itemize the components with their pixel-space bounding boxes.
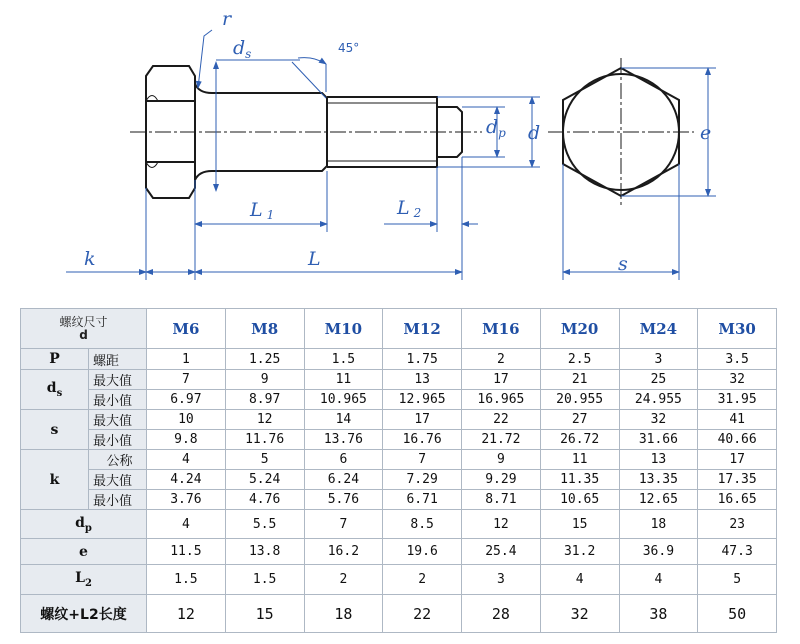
table-cell: 4 bbox=[619, 565, 698, 595]
bolt-drawing bbox=[0, 0, 800, 290]
table-cell: 4 bbox=[147, 450, 226, 470]
table-header-row bbox=[21, 309, 777, 349]
dimension-lines bbox=[66, 30, 716, 280]
table-cell: 1.25 bbox=[225, 349, 304, 370]
label-e: e bbox=[700, 122, 712, 144]
table-cell: 12 bbox=[147, 595, 226, 633]
table-cell: 9 bbox=[462, 450, 541, 470]
param-sub-label: 螺距 bbox=[89, 349, 147, 370]
table-cell: 1 bbox=[147, 349, 226, 370]
table-cell: 16.2 bbox=[304, 539, 383, 565]
size-header: M24 bbox=[619, 309, 698, 349]
table-row bbox=[21, 565, 777, 595]
table-cell: 6.97 bbox=[147, 390, 226, 410]
table-cell: 8.5 bbox=[383, 510, 462, 539]
table-row bbox=[21, 490, 777, 510]
table-cell: 12.965 bbox=[383, 390, 462, 410]
label-angle: 45° bbox=[338, 41, 360, 55]
table-row bbox=[21, 430, 777, 450]
table-cell: 32 bbox=[619, 410, 698, 430]
table-cell: 4 bbox=[147, 510, 226, 539]
label-L2: L 2 bbox=[397, 197, 422, 220]
table-cell: 8.71 bbox=[462, 490, 541, 510]
table-cell: 31.95 bbox=[698, 390, 777, 410]
table-cell: 32 bbox=[540, 595, 619, 633]
table-cell: 9 bbox=[225, 370, 304, 390]
table-cell: 13 bbox=[619, 450, 698, 470]
table-cell: 11.5 bbox=[147, 539, 226, 565]
label-d: d bbox=[528, 122, 541, 144]
table-cell: 7 bbox=[304, 510, 383, 539]
param-name: k bbox=[21, 450, 89, 510]
table-cell: 12 bbox=[225, 410, 304, 430]
table-cell: 3 bbox=[462, 565, 541, 595]
param-sub-label: 最小值 bbox=[89, 430, 147, 450]
table-cell: 24.955 bbox=[619, 390, 698, 410]
table-cell: 32 bbox=[698, 370, 777, 390]
table-cell: 7 bbox=[383, 450, 462, 470]
table-cell: 10.65 bbox=[540, 490, 619, 510]
table-cell: 11 bbox=[304, 370, 383, 390]
table-row bbox=[21, 510, 777, 539]
param-name: $L_2$ bbox=[21, 565, 147, 595]
table-cell: 9.8 bbox=[147, 430, 226, 450]
table-cell: 26.72 bbox=[540, 430, 619, 450]
table-cell: 16.965 bbox=[462, 390, 541, 410]
table-cell: 3.5 bbox=[698, 349, 777, 370]
table-cell: 36.9 bbox=[619, 539, 698, 565]
table-cell: 3 bbox=[619, 349, 698, 370]
table-cell: 17 bbox=[698, 450, 777, 470]
table-cell: 6.71 bbox=[383, 490, 462, 510]
table-cell: 4.76 bbox=[225, 490, 304, 510]
size-header: M8 bbox=[225, 309, 304, 349]
table-cell: 5.24 bbox=[225, 470, 304, 490]
table-cell: 21.72 bbox=[462, 430, 541, 450]
label-ds: $d_s$ bbox=[233, 37, 252, 61]
table-cell: 22 bbox=[462, 410, 541, 430]
size-header: M12 bbox=[383, 309, 462, 349]
table-cell: 4.24 bbox=[147, 470, 226, 490]
table-cell: 22 bbox=[383, 595, 462, 633]
table-row bbox=[21, 349, 777, 370]
table-row bbox=[21, 595, 777, 633]
table-row bbox=[21, 470, 777, 490]
r-leader bbox=[198, 30, 212, 88]
param-sub-label: 最大值 bbox=[89, 470, 147, 490]
table-cell: 13 bbox=[383, 370, 462, 390]
table-cell: 21 bbox=[540, 370, 619, 390]
size-header: M10 bbox=[304, 309, 383, 349]
param-name: s bbox=[21, 410, 89, 450]
table-cell: 10 bbox=[147, 410, 226, 430]
table-cell: 47.3 bbox=[698, 539, 777, 565]
table-cell: 4 bbox=[540, 565, 619, 595]
label-dp: $d_p$ bbox=[486, 116, 506, 140]
param-name: e bbox=[21, 539, 147, 565]
table-cell: 5 bbox=[225, 450, 304, 470]
table-cell: 11 bbox=[540, 450, 619, 470]
table-row bbox=[21, 450, 777, 470]
table-cell: 9.29 bbox=[462, 470, 541, 490]
table-row bbox=[21, 410, 777, 430]
table-cell: 27 bbox=[540, 410, 619, 430]
table-cell: 1.5 bbox=[147, 565, 226, 595]
table-cell: 6.24 bbox=[304, 470, 383, 490]
label-L1: L 1 bbox=[250, 199, 275, 222]
table-cell: 5.76 bbox=[304, 490, 383, 510]
param-name: 螺纹+L2长度 bbox=[21, 595, 147, 633]
table-cell: 2.5 bbox=[540, 349, 619, 370]
table-cell: 25.4 bbox=[462, 539, 541, 565]
table-cell: 38 bbox=[619, 595, 698, 633]
table-cell: 12 bbox=[462, 510, 541, 539]
angle-arc bbox=[298, 58, 326, 64]
table-cell: 17 bbox=[462, 370, 541, 390]
table-cell: 23 bbox=[698, 510, 777, 539]
table-cell: 28 bbox=[462, 595, 541, 633]
table-cell: 31.2 bbox=[540, 539, 619, 565]
table-cell: 19.6 bbox=[383, 539, 462, 565]
table-cell: 5.5 bbox=[225, 510, 304, 539]
table-cell: 41 bbox=[698, 410, 777, 430]
header-corner bbox=[21, 309, 147, 349]
spec-table bbox=[20, 308, 777, 633]
table-cell: 1.5 bbox=[304, 349, 383, 370]
param-sub-label: 最大值 bbox=[89, 370, 147, 390]
table-cell: 1.75 bbox=[383, 349, 462, 370]
param-sub-label: 最小值 bbox=[89, 490, 147, 510]
table-cell: 17.35 bbox=[698, 470, 777, 490]
header-sub-label: d bbox=[79, 327, 88, 342]
header-label: 螺纹尺寸 bbox=[59, 314, 108, 329]
label-r: r bbox=[222, 8, 232, 30]
param-sub-label: 公称 bbox=[89, 450, 147, 470]
param-name: $d_s$ bbox=[21, 370, 89, 410]
label-L: L bbox=[308, 248, 321, 270]
table-cell: 2 bbox=[383, 565, 462, 595]
table-cell: 16.65 bbox=[698, 490, 777, 510]
table-cell: 13.76 bbox=[304, 430, 383, 450]
param-sub-label: 最小值 bbox=[89, 390, 147, 410]
label-s: s bbox=[618, 253, 628, 275]
table-cell: 5 bbox=[698, 565, 777, 595]
param-name: P bbox=[21, 349, 89, 370]
table-row bbox=[21, 370, 777, 390]
table-cell: 7 bbox=[147, 370, 226, 390]
table-cell: 8.97 bbox=[225, 390, 304, 410]
table-cell: 14 bbox=[304, 410, 383, 430]
table-cell: 11.35 bbox=[540, 470, 619, 490]
table-cell: 18 bbox=[304, 595, 383, 633]
table-cell: 13.35 bbox=[619, 470, 698, 490]
table-row bbox=[21, 539, 777, 565]
table-cell: 17 bbox=[383, 410, 462, 430]
table-cell: 31.66 bbox=[619, 430, 698, 450]
table-cell: 25 bbox=[619, 370, 698, 390]
table-cell: 2 bbox=[304, 565, 383, 595]
table-cell: 16.76 bbox=[383, 430, 462, 450]
table-cell: 3.76 bbox=[147, 490, 226, 510]
table-cell: 10.965 bbox=[304, 390, 383, 410]
table-cell: 1.5 bbox=[225, 565, 304, 595]
table-cell: 6 bbox=[304, 450, 383, 470]
size-header: M30 bbox=[698, 309, 777, 349]
param-name: $d_p$ bbox=[21, 510, 147, 539]
table-cell: 13.8 bbox=[225, 539, 304, 565]
table-cell: 2 bbox=[462, 349, 541, 370]
table-cell: 15 bbox=[225, 595, 304, 633]
table-cell: 12.65 bbox=[619, 490, 698, 510]
table-cell: 40.66 bbox=[698, 430, 777, 450]
size-header: M20 bbox=[540, 309, 619, 349]
table-cell: 20.955 bbox=[540, 390, 619, 410]
param-sub-label: 最大值 bbox=[89, 410, 147, 430]
table-cell: 18 bbox=[619, 510, 698, 539]
table-row bbox=[21, 390, 777, 410]
table-cell: 50 bbox=[698, 595, 777, 633]
size-header: M6 bbox=[147, 309, 226, 349]
table-cell: 11.76 bbox=[225, 430, 304, 450]
label-k: k bbox=[84, 248, 96, 270]
table-cell: 7.29 bbox=[383, 470, 462, 490]
size-header: M16 bbox=[462, 309, 541, 349]
table-cell: 15 bbox=[540, 510, 619, 539]
